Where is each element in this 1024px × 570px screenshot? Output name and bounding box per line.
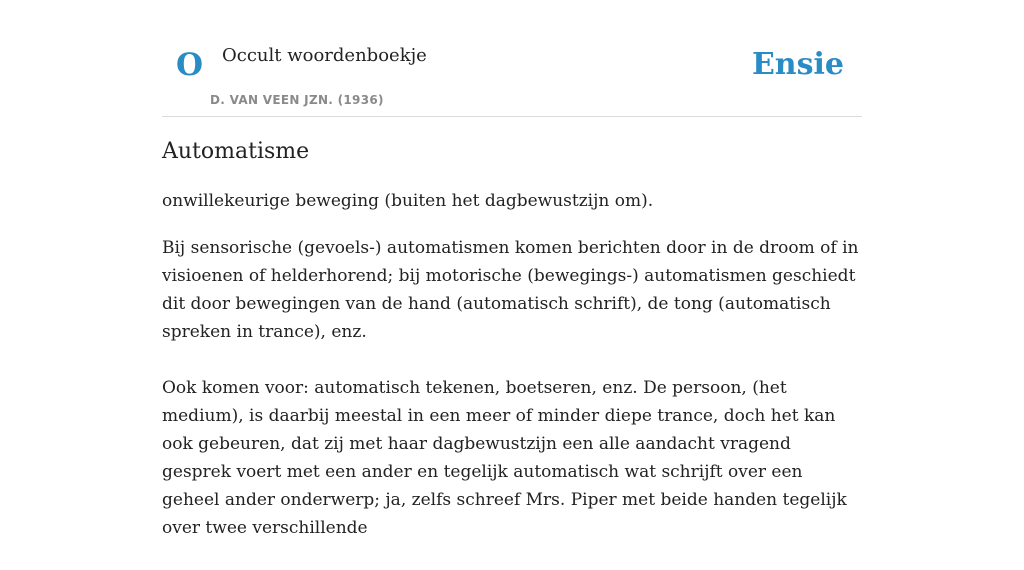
entry-paragraph: Ook komen voor: automatisch tekenen, boetseren, enz. De persoon, (het medium), is daarbij meestal in een meer of minder diepe trance, doch het kan ook gebeuren, dat zij met haar dagbewustzijn een alle aandacht vragend gesprek voert met een ander en tegelijk automatisch wat schrijft over een geheel ander onderwerp; ja, zelfs schreef Mrs. Piper met beide handen tegelijk over twee verschillende — [162, 378, 847, 539]
entry-paragraph: Bij sensorische (gevoels-) automatismen komen berichten door in de droom of in visioenen of helderhorend; bij motorische (bewegings-) automatismen geschiedt dit door bewegingen van de hand (automatisch schrift), de tong (automatisch spreken in trance), enz. — [162, 238, 859, 343]
brand-logo-link[interactable]: Ensie — [751, 47, 844, 82]
entry-title: Automatisme — [162, 139, 310, 164]
book-author[interactable]: D. VAN VEEN JZN. (1936) — [210, 93, 384, 107]
book-title[interactable]: Occult woordenboekje — [222, 45, 427, 66]
entry-definition: onwillekeurige beweging (buiten het dagbewustzijn om). — [162, 191, 654, 212]
entry-content — [162, 139, 862, 570]
header — [162, 0, 862, 117]
book-letter-logo[interactable]: O — [176, 47, 204, 83]
